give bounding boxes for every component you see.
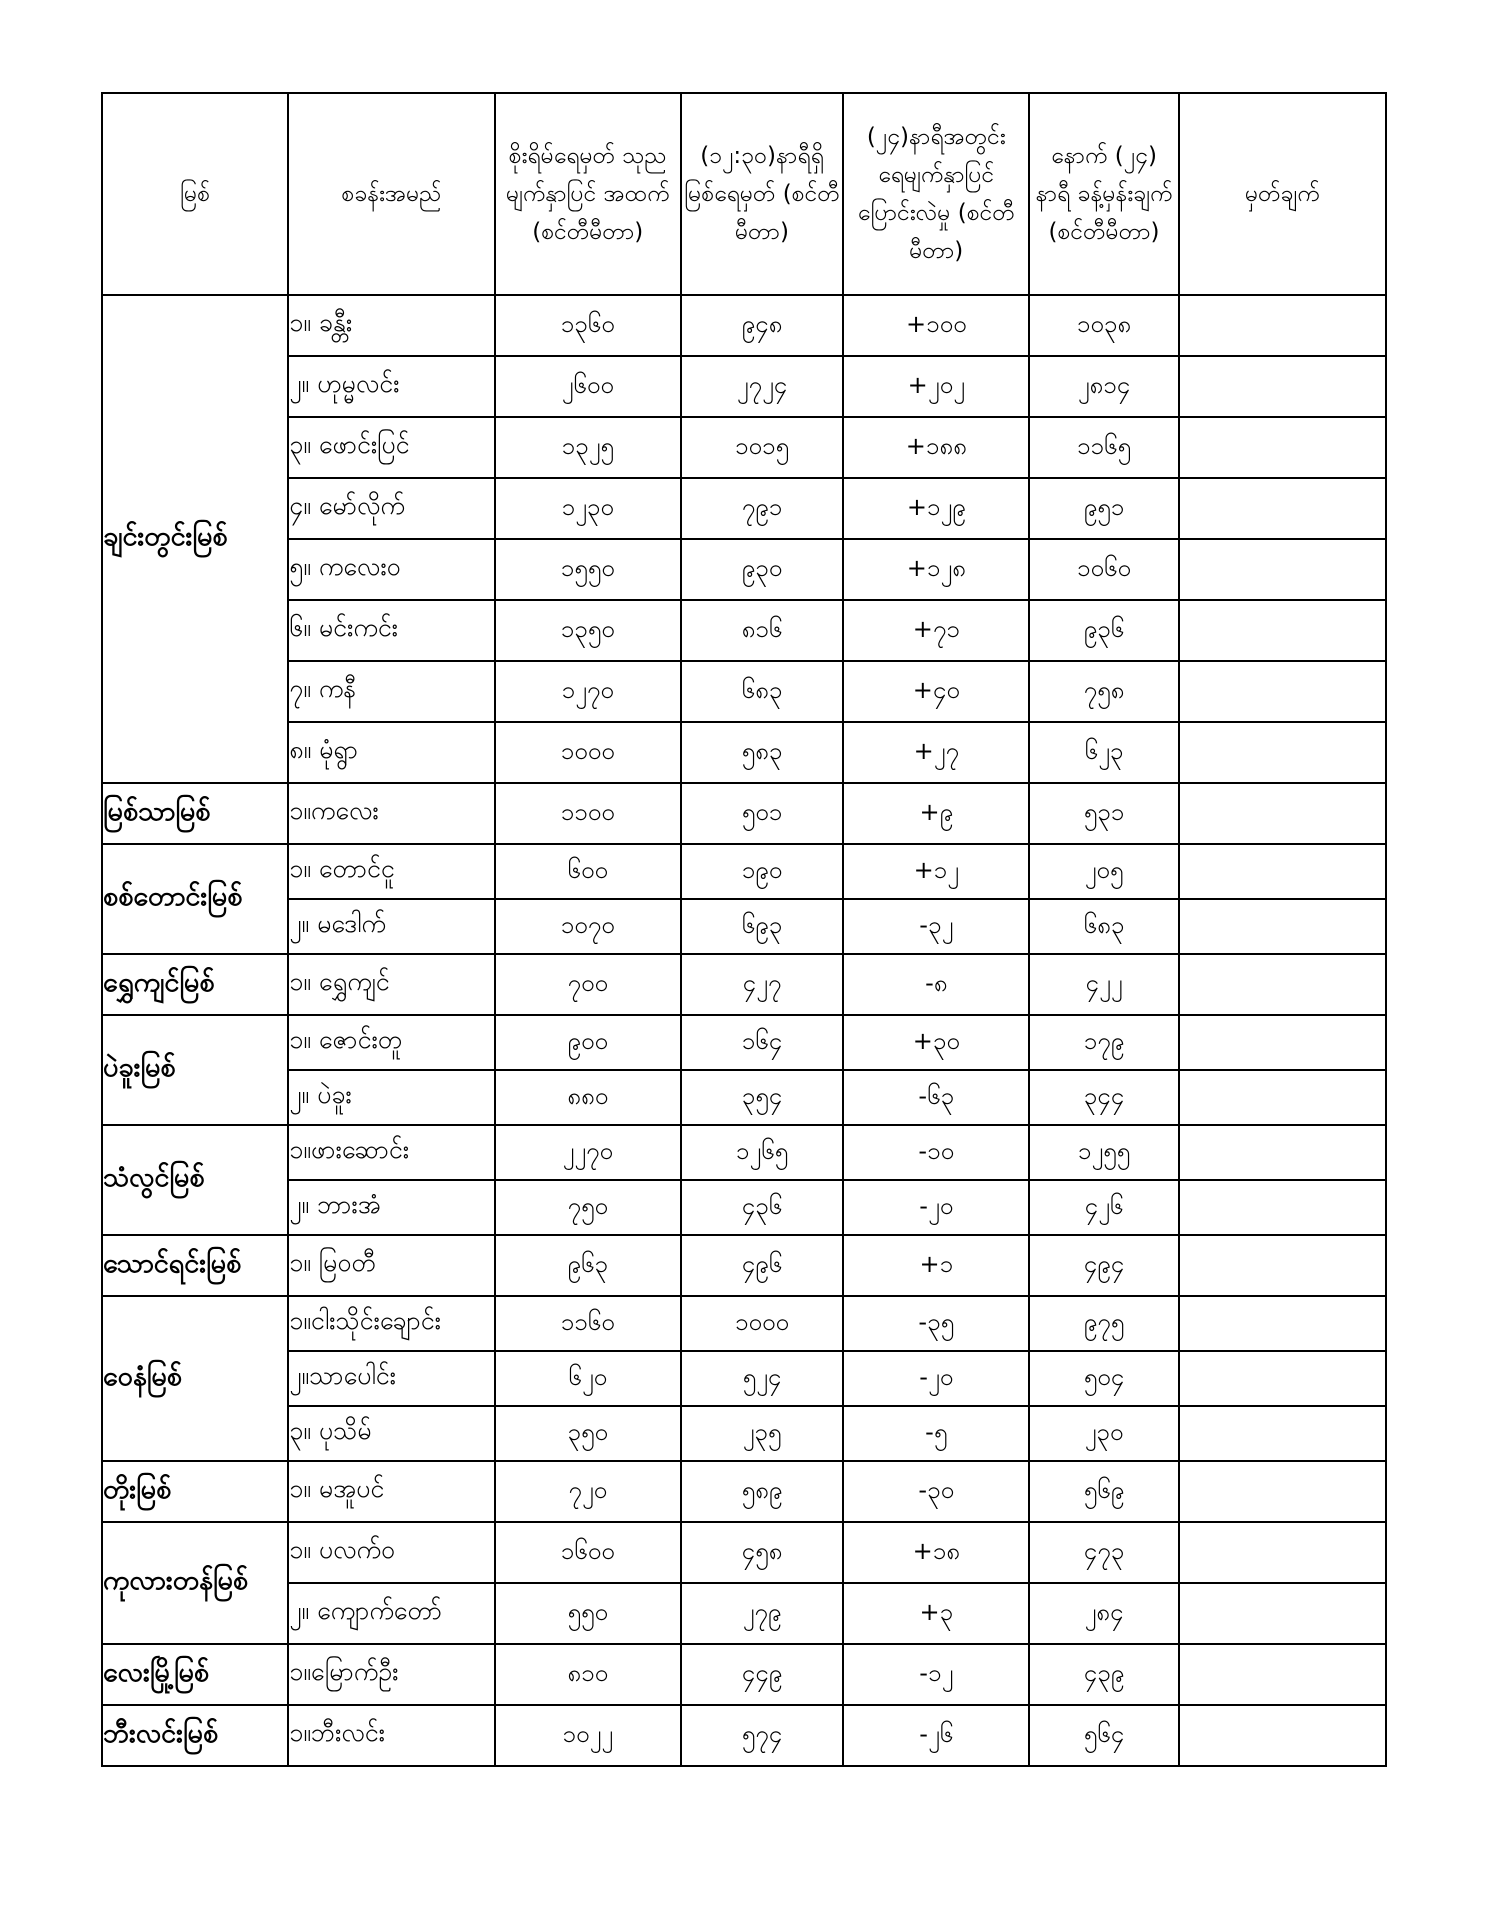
danger-level-cell: ၁၃၅၀ [495, 600, 681, 661]
danger-level-cell: ၁၀၇၀ [495, 899, 681, 954]
current-level-cell: ၅၂၄ [681, 1351, 843, 1406]
change-cell: +၇၁ [843, 600, 1029, 661]
change-cell: +၁ [843, 1235, 1029, 1296]
current-level-cell: ၉၄၈ [681, 295, 843, 356]
danger-level-cell: ၇၀၀ [495, 954, 681, 1015]
remarks-cell [1179, 1461, 1386, 1522]
station-name-cell: ၂။ ကျောက်တော် [288, 1583, 494, 1644]
station-name-cell: ၂။ ပဲခူး [288, 1070, 494, 1125]
current-level-cell: ၁၂၆၅ [681, 1125, 843, 1180]
table-row [102, 600, 1386, 661]
station-name-cell: ၁။မြောက်ဦး [288, 1644, 494, 1705]
table-row [102, 1705, 1386, 1766]
danger-level-cell: ၉၀၀ [495, 1015, 681, 1070]
table-row [102, 539, 1386, 600]
danger-level-cell: ၁၀၂၂ [495, 1705, 681, 1766]
river-name-cell: သံလွင်မြစ် [102, 1125, 288, 1235]
forecast-cell: ၁၇၉ [1029, 1015, 1178, 1070]
change-cell: +၉ [843, 783, 1029, 844]
change-cell: +၃ [843, 1583, 1029, 1644]
danger-level-cell: ၁၁၆၀ [495, 1296, 681, 1351]
danger-level-cell: ၁၂၃၀ [495, 478, 681, 539]
danger-level-cell: ၁၃၆၀ [495, 295, 681, 356]
change-cell: +၁၈ [843, 1522, 1029, 1583]
table-row [102, 356, 1386, 417]
danger-level-cell: ၈၈၀ [495, 1070, 681, 1125]
station-name-cell: ၁။ ခန္တီး [288, 295, 494, 356]
station-name-cell: ၂။ ဟုမ္မလင်း [288, 356, 494, 417]
table-row [102, 1522, 1386, 1583]
station-name-cell: ၁။ တောင်ငူ [288, 844, 494, 899]
current-level-cell: ၆၈၃ [681, 661, 843, 722]
remarks-cell [1179, 1583, 1386, 1644]
change-cell: +၃၀ [843, 1015, 1029, 1070]
danger-level-cell: ၆၀၀ [495, 844, 681, 899]
river-name-cell: တိုးမြစ် [102, 1461, 288, 1522]
river-name-cell: လေးမြို့မြစ် [102, 1644, 288, 1705]
current-level-cell: ၈၁၆ [681, 600, 843, 661]
station-name-cell: ၁။ငါးသိုင်းချောင်း [288, 1296, 494, 1351]
remarks-cell [1179, 539, 1386, 600]
remarks-cell [1179, 783, 1386, 844]
table-row [102, 478, 1386, 539]
current-level-cell: ၂၇၂၄ [681, 356, 843, 417]
forecast-cell: ၂၈၄ [1029, 1583, 1178, 1644]
danger-level-cell: ၂၂၇၀ [495, 1125, 681, 1180]
current-level-cell: ၄၉၆ [681, 1235, 843, 1296]
station-name-cell: ၁။ကလေး [288, 783, 494, 844]
remarks-cell [1179, 1644, 1386, 1705]
station-name-cell: ၁။ဖားဆောင်း [288, 1125, 494, 1180]
danger-level-cell: ၇၅၀ [495, 1180, 681, 1235]
forecast-cell: ၂၈၁၄ [1029, 356, 1178, 417]
change-cell: +၁၀၀ [843, 295, 1029, 356]
change-cell: +၁၂ [843, 844, 1029, 899]
current-level-cell: ၁၆၄ [681, 1015, 843, 1070]
current-level-cell: ၄၃၆ [681, 1180, 843, 1235]
change-cell: -၃၂ [843, 899, 1029, 954]
forecast-cell: ၄၂၆ [1029, 1180, 1178, 1235]
forecast-cell: ၅၆၄ [1029, 1705, 1178, 1766]
current-level-cell: ၅၀၁ [681, 783, 843, 844]
remarks-cell [1179, 1015, 1386, 1070]
remarks-cell [1179, 1705, 1386, 1766]
forecast-cell: ၁၀၃၈ [1029, 295, 1178, 356]
current-level-cell: ၂၇၉ [681, 1583, 843, 1644]
danger-level-cell: ၃၅၀ [495, 1406, 681, 1461]
danger-level-cell: ၁၅၅၀ [495, 539, 681, 600]
danger-level-cell: ၁၂၇၀ [495, 661, 681, 722]
remarks-cell [1179, 661, 1386, 722]
station-name-cell: ၁။ မြဝတီ [288, 1235, 494, 1296]
forecast-cell: ၉၃၆ [1029, 600, 1178, 661]
change-cell: +၁၈၈ [843, 417, 1029, 478]
danger-level-cell: ၅၅၀ [495, 1583, 681, 1644]
table-row [102, 899, 1386, 954]
table-row [102, 1406, 1386, 1461]
remarks-cell [1179, 1070, 1386, 1125]
forecast-cell: ၂၃၀ [1029, 1406, 1178, 1461]
header-station: စခန်းအမည် [288, 93, 494, 295]
current-level-cell: ၅၈၃ [681, 722, 843, 783]
river-name-cell: ပဲခူးမြစ် [102, 1015, 288, 1125]
change-cell: -၆၃ [843, 1070, 1029, 1125]
river-name-cell: ချင်းတွင်းမြစ် [102, 295, 288, 783]
forecast-cell: ၃၄၄ [1029, 1070, 1178, 1125]
danger-level-cell: ၆၂၀ [495, 1351, 681, 1406]
remarks-cell [1179, 1522, 1386, 1583]
current-level-cell: ၁၀၀၀ [681, 1296, 843, 1351]
forecast-cell: ၅၀၄ [1029, 1351, 1178, 1406]
station-name-cell: ၂။သာပေါင်း [288, 1351, 494, 1406]
current-level-cell: ၇၉၁ [681, 478, 843, 539]
danger-level-cell: ၁၀၀၀ [495, 722, 681, 783]
table-row [102, 1070, 1386, 1125]
danger-level-cell: ၉၆၃ [495, 1235, 681, 1296]
table-row [102, 844, 1386, 899]
change-cell: -၅ [843, 1406, 1029, 1461]
forecast-cell: ၅၃၁ [1029, 783, 1178, 844]
river-name-cell: ဝေနံမြစ် [102, 1296, 288, 1461]
current-level-cell: ၄၂၇ [681, 954, 843, 1015]
table-row [102, 954, 1386, 1015]
station-name-cell: ၁။ ရွှေကျင် [288, 954, 494, 1015]
remarks-cell [1179, 899, 1386, 954]
current-level-cell: ၃၅၄ [681, 1070, 843, 1125]
table-row [102, 783, 1386, 844]
forecast-cell: ၂၀၅ [1029, 844, 1178, 899]
station-name-cell: ၁။ ပလက်ဝ [288, 1522, 494, 1583]
remarks-cell [1179, 478, 1386, 539]
forecast-cell: ၄၉၄ [1029, 1235, 1178, 1296]
station-name-cell: ၃။ ဖောင်းပြင် [288, 417, 494, 478]
table-row [102, 1180, 1386, 1235]
change-cell: -၃၅ [843, 1296, 1029, 1351]
header-river: မြစ် [102, 93, 288, 295]
remarks-cell [1179, 1180, 1386, 1235]
danger-level-cell: ၁၃၂၅ [495, 417, 681, 478]
forecast-cell: ၄၂၂ [1029, 954, 1178, 1015]
remarks-cell [1179, 1296, 1386, 1351]
danger-level-cell: ၈၁၀ [495, 1644, 681, 1705]
river-name-cell: ကုလားတန်မြစ် [102, 1522, 288, 1644]
change-cell: -၂၀ [843, 1351, 1029, 1406]
current-level-cell: ၁၀၁၅ [681, 417, 843, 478]
remarks-cell [1179, 722, 1386, 783]
table-row [102, 1125, 1386, 1180]
change-cell: -၈ [843, 954, 1029, 1015]
river-name-cell: ဘီးလင်းမြစ် [102, 1705, 288, 1766]
table-row [102, 417, 1386, 478]
river-name-cell: ရွှေကျင်မြစ် [102, 954, 288, 1015]
table-row [102, 661, 1386, 722]
remarks-cell [1179, 295, 1386, 356]
forecast-cell: ၄၃၉ [1029, 1644, 1178, 1705]
remarks-cell [1179, 356, 1386, 417]
current-level-cell: ၅၈၉ [681, 1461, 843, 1522]
header-row [102, 93, 1386, 295]
change-cell: -၁၀ [843, 1125, 1029, 1180]
forecast-cell: ၉၅၁ [1029, 478, 1178, 539]
remarks-cell [1179, 1125, 1386, 1180]
change-cell: +၂၀၂ [843, 356, 1029, 417]
current-level-cell: ၄၄၉ [681, 1644, 843, 1705]
change-cell: +၄၀ [843, 661, 1029, 722]
station-name-cell: ၁။ ဇောင်းတူ [288, 1015, 494, 1070]
station-name-cell: ၂။ ဘားအံ [288, 1180, 494, 1235]
remarks-cell [1179, 844, 1386, 899]
current-level-cell: ၉၃၀ [681, 539, 843, 600]
station-name-cell: ၈။ မုံရွာ [288, 722, 494, 783]
remarks-cell [1179, 417, 1386, 478]
danger-level-cell: ၂၆၀၀ [495, 356, 681, 417]
danger-level-cell: ၁၆၀၀ [495, 1522, 681, 1583]
station-name-cell: ၇။ ကနီ [288, 661, 494, 722]
remarks-cell [1179, 1406, 1386, 1461]
table-row [102, 1351, 1386, 1406]
forecast-cell: ၁၂၅၅ [1029, 1125, 1178, 1180]
forecast-cell: ၁၀၆၀ [1029, 539, 1178, 600]
change-cell: -၂၆ [843, 1705, 1029, 1766]
forecast-cell: ၅၆၉ [1029, 1461, 1178, 1522]
forecast-cell: ၇၅၈ [1029, 661, 1178, 722]
forecast-cell: ၄၇၃ [1029, 1522, 1178, 1583]
forecast-cell: ၁၁၆၅ [1029, 417, 1178, 478]
table-row [102, 1461, 1386, 1522]
table-row [102, 1015, 1386, 1070]
river-water-level-table [101, 92, 1387, 1767]
station-name-cell: ၁။ဘီးလင်း [288, 1705, 494, 1766]
current-level-cell: ၁၉၀ [681, 844, 843, 899]
table-row [102, 1235, 1386, 1296]
current-level-cell: ၂၃၅ [681, 1406, 843, 1461]
table-row [102, 295, 1386, 356]
table-row [102, 722, 1386, 783]
river-name-cell: စစ်တောင်းမြစ် [102, 844, 288, 954]
table-row [102, 1583, 1386, 1644]
current-level-cell: ၅၇၄ [681, 1705, 843, 1766]
danger-level-cell: ၇၂၀ [495, 1461, 681, 1522]
station-name-cell: ၅။ ကလေးဝ [288, 539, 494, 600]
header-current-level: (၁၂:၃၀)နာရီရှိ မြစ်ရေမှတ် (စင်တီမီတာ) [681, 93, 843, 295]
change-cell: -၂၀ [843, 1180, 1029, 1235]
forecast-cell: ၆၈၃ [1029, 899, 1178, 954]
forecast-cell: ၆၂၃ [1029, 722, 1178, 783]
header-change-24h: (၂၄)နာရီအတွင်း ရေမျက်နှာပြင် ပြောင်းလဲမှု (စင်တီမီတာ) [843, 93, 1029, 295]
station-name-cell: ၆။ မင်းကင်း [288, 600, 494, 661]
station-name-cell: ၂။ မဒေါက် [288, 899, 494, 954]
danger-level-cell: ၁၁၀၀ [495, 783, 681, 844]
station-name-cell: ၁။ မအူပင် [288, 1461, 494, 1522]
river-name-cell: သောင်ရင်းမြစ် [102, 1235, 288, 1296]
river-name-cell: မြစ်သာမြစ် [102, 783, 288, 844]
header-forecast-24h: နောက် (၂၄) နာရီ ခန့်မှန်းချက် (စင်တီမီတာ) [1029, 93, 1178, 295]
remarks-cell [1179, 1351, 1386, 1406]
current-level-cell: ၆၉၃ [681, 899, 843, 954]
remarks-cell [1179, 1235, 1386, 1296]
change-cell: -၁၂ [843, 1644, 1029, 1705]
change-cell: -၃၀ [843, 1461, 1029, 1522]
change-cell: +၂၇ [843, 722, 1029, 783]
header-remarks: မှတ်ချက် [1179, 93, 1386, 295]
forecast-cell: ၉၇၅ [1029, 1296, 1178, 1351]
station-name-cell: ၃။ ပုသိမ် [288, 1406, 494, 1461]
table-row [102, 1296, 1386, 1351]
table-row [102, 1644, 1386, 1705]
change-cell: +၁၂၈ [843, 539, 1029, 600]
table-body [102, 295, 1386, 1766]
station-name-cell: ၄။ မော်လိုက် [288, 478, 494, 539]
header-danger-level: စိုးရိမ်ရေမှတ် သုညမျက်နှာပြင် အထက် (စင်တီမီတာ) [495, 93, 681, 295]
change-cell: +၁၂၉ [843, 478, 1029, 539]
remarks-cell [1179, 954, 1386, 1015]
remarks-cell [1179, 600, 1386, 661]
current-level-cell: ၄၅၈ [681, 1522, 843, 1583]
